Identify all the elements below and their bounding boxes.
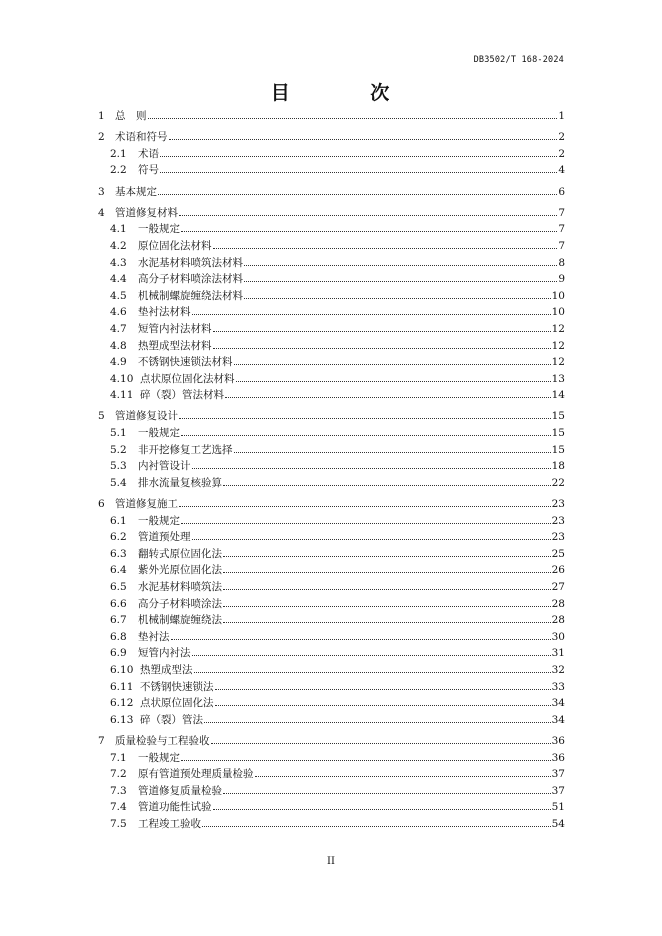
toc-entry-page: 7 [558,239,565,252]
toc-entry-number: 5.4 [110,476,127,489]
toc-leader-dots [211,743,551,744]
toc-leader-dots [213,248,558,249]
toc-entry-page: 34 [551,697,565,710]
toc-entry-number: 4.9 [110,356,127,369]
toc-entry-title: 术语 [138,147,159,160]
toc-entry-page: 23 [551,498,565,511]
toc-section-entry[interactable] [98,255,565,272]
toc-entry-title: 高分子材料喷涂法 [138,597,222,610]
toc-entry-number: 4.5 [110,289,127,302]
toc-section-entry[interactable] [98,371,565,388]
toc-entry-title: 一般规定 [138,751,180,764]
toc-section-entry[interactable] [98,766,565,783]
toc-entry-title: 高分子材料喷涂法材料 [138,273,243,286]
toc-leader-dots [223,606,551,607]
toc-entry-page: 36 [551,734,565,747]
toc-entry-page: 28 [551,614,565,627]
toc-section-entry[interactable] [98,458,565,475]
toc-leader-dots [179,506,551,507]
toc-entry-title: 碎（裂）管法 [140,713,203,726]
toc-leader-dots [169,139,558,140]
toc-entry-page: 12 [551,356,565,369]
toc-leader-dots [181,435,551,436]
toc-entry-title: 质量检验与工程验收 [115,734,210,747]
toc-entry-title: 一般规定 [138,223,180,236]
toc-section-entry[interactable] [98,238,565,255]
toc-entry-number: 4.1 [110,223,127,236]
toc-entry-number: 7 [98,734,105,747]
toc-entry-title: 原有管道预处理质量检验 [138,768,254,781]
toc-leader-dots [192,655,551,656]
toc-leader-dots [223,572,551,573]
toc-section-entry[interactable] [98,529,565,546]
toc-leader-dots [181,231,557,232]
toc-entry-number: 6.4 [110,564,127,577]
toc-entry-title: 点状原位固化法 [140,697,214,710]
toc-leader-dots [202,826,551,827]
toc-leader-dots [244,298,551,299]
toc-entry-title: 短管内衬法 [138,647,191,660]
toc-leader-dots [215,689,551,690]
toc-leader-dots [223,485,551,486]
toc-section-entry[interactable] [98,475,565,492]
toc-section-entry[interactable] [98,162,565,179]
toc-entry-title: 碎（裂）管法材料 [140,389,224,402]
toc-entry-number: 4.3 [110,256,127,269]
toc-entry-page: 7 [558,223,565,236]
toc-leader-dots [234,364,551,365]
toc-entry-number: 1 [98,110,105,122]
toc-entry-number: 7.3 [110,784,127,797]
toc-chapter-entry[interactable] [98,733,565,750]
toc-entry-page: 37 [551,768,565,781]
toc-leader-dots [192,468,551,469]
toc-section-entry[interactable] [98,750,565,767]
toc-entry-number: 4.11 [110,389,134,402]
toc-entry-page: 2 [558,131,565,144]
toc-section-entry[interactable] [98,304,565,321]
toc-entry-page: 18 [551,460,565,473]
toc-entry-title: 排水流量复核验算 [138,476,222,489]
toc-entry-title: 术语和符号 [115,131,168,144]
toc-entry-title: 原位固化法材料 [138,239,212,252]
toc-entry-page: 26 [551,564,565,577]
toc-chapter-entry[interactable] [98,129,565,146]
toc-section-entry[interactable] [98,321,565,338]
toc-entry-title: 不锈钢快速锁法 [140,680,214,693]
toc-section-entry[interactable] [98,679,565,696]
toc-entry-number: 6.13 [110,713,134,726]
toc-leader-dots [204,722,551,723]
toc-entry-title: 短管内衬法材料 [138,322,212,335]
toc-leader-dots [244,265,557,266]
toc-entry-page: 9 [558,273,565,286]
toc-leader-dots [179,215,557,216]
toc-leader-dots [244,281,557,282]
toc-entry-page: 54 [551,817,565,830]
toc-section-entry[interactable] [98,513,565,530]
toc-section-entry[interactable] [98,783,565,800]
toc-entry-number: 3 [98,185,105,198]
toc-entry-number: 6.10 [110,663,134,676]
toc-chapter-entry[interactable] [98,408,565,425]
toc-entry-page: 37 [551,784,565,797]
toc-entry-page: 14 [551,389,565,402]
toc-entry-title: 管道修复设计 [115,410,178,423]
toc-entry-number: 2.1 [110,147,127,160]
toc-leader-dots [223,793,551,794]
toc-entry-number: 6.1 [110,514,127,527]
toc-entry-number: 7.4 [110,801,127,814]
toc-leader-dots [234,452,551,453]
toc-section-entry[interactable] [98,546,565,563]
toc-entry-page: 32 [551,663,565,676]
toc-leader-dots [192,314,551,315]
toc-entry-title: 水泥基材料喷筑法材料 [138,256,243,269]
toc-leader-dots [215,705,551,706]
toc-entry-number: 4.10 [110,372,134,385]
toc-entry-number: 6.12 [110,697,134,710]
toc-entry-page: 15 [551,427,565,440]
toc-leader-dots [171,639,551,640]
toc-entry-number: 4.4 [110,273,127,286]
toc-entry-number: 7.2 [110,768,127,781]
toc-section-entry[interactable] [98,596,565,613]
toc-leader-dots [255,776,551,777]
toc-entry-number: 6.5 [110,581,127,593]
toc-entry-number: 6.6 [110,597,127,610]
toc-entry-page: 27 [551,581,565,593]
toc-entry-page: 4 [558,164,565,177]
toc-section-entry[interactable] [98,288,565,305]
toc-entry-title: 水泥基材料喷筑法 [138,581,222,593]
toc-entry-title: 基本规定 [115,185,157,198]
toc-entry-page: 23 [551,514,565,527]
toc-entry-title: 一般规定 [138,514,180,527]
toc-entry-number: 4.2 [110,239,127,252]
toc-section-entry[interactable] [98,612,565,629]
toc-entry-title: 翻转式原位固化法 [138,547,222,560]
toc-entry-page: 8 [558,256,565,269]
toc-chapter-entry[interactable] [98,184,565,201]
toc-section-entry[interactable] [98,354,565,371]
toc-entry-number: 6.11 [110,680,134,693]
toc-section-entry[interactable] [98,562,565,579]
toc-section-entry[interactable] [98,271,565,288]
toc-leader-dots [179,418,551,419]
toc-entry-number: 4 [98,206,105,219]
document-code: DB3502/T 168-2024 [473,55,564,65]
toc-entry-page: 30 [551,630,565,643]
toc-entry-page: 13 [551,372,565,385]
toc-leader-dots [223,556,551,557]
toc-entry-page: 12 [551,339,565,352]
toc-entry-title: 一般规定 [138,427,180,440]
toc-entry-page: 15 [551,443,565,456]
toc-section-entry[interactable] [98,799,565,816]
toc-entry-title: 热塑成型法材料 [138,339,212,352]
toc-entry-title: 总 则 [115,110,147,122]
toc-entry-page: 6 [558,185,565,198]
toc-entry-title: 紫外光原位固化法 [138,564,222,577]
toc-entry-page: 23 [551,531,565,544]
toc-entry-number: 7.5 [110,817,127,830]
toc-entry-title: 热塑成型法 [140,663,193,676]
toc-section-entry[interactable] [98,338,565,355]
toc-entry-title: 机械制螺旋缠绕法材料 [138,289,243,302]
toc-entry-page: 36 [551,751,565,764]
toc-entry-page: 10 [551,289,565,302]
toc-entry-title: 垫衬法材料 [138,306,191,319]
toc-leader-dots [158,194,557,195]
toc-entry-number: 2 [98,131,105,144]
toc-leader-dots [225,397,551,398]
toc-entry-page: 22 [551,476,565,489]
toc-entry-page: 33 [551,680,565,693]
toc-leader-dots [148,118,558,119]
toc-section-entry[interactable] [98,629,565,646]
toc-section-entry[interactable] [98,387,565,404]
toc-leader-dots [181,760,551,761]
toc-entry-page: 51 [551,801,565,814]
toc-leader-dots [194,672,551,673]
toc-entry-number: 6 [98,498,105,511]
toc-entry-title: 垫衬法 [138,630,170,643]
toc-entry-title: 管道功能性试验 [138,801,212,814]
toc-entry-number: 7.1 [110,751,127,764]
toc-leader-dots [213,348,551,349]
toc-entry-title: 工程竣工验收 [138,817,201,830]
toc-section-entry[interactable] [98,579,565,596]
toc-entry-page: 25 [551,547,565,560]
toc-entry-number: 6.9 [110,647,127,660]
toc-entry-number: 5.3 [110,460,127,473]
toc-section-entry[interactable] [98,425,565,442]
toc-entry-number: 2.2 [110,164,127,177]
toc-chapter-entry[interactable] [98,205,565,222]
toc-entry-title: 管道修复材料 [115,206,178,219]
toc-leader-dots [160,172,557,173]
toc-entry-page: 2 [558,147,565,160]
toc-entry-title: 符号 [138,164,159,177]
toc-entry-page: 12 [551,322,565,335]
toc-leader-dots [192,539,551,540]
toc-entry-page: 1 [558,110,565,122]
toc-entry-number: 6.2 [110,531,127,544]
toc-chapter-entry[interactable] [98,108,565,125]
toc-entry-page: 31 [551,647,565,660]
toc-entry-title: 管道预处理 [138,531,191,544]
toc-section-entry[interactable] [98,816,565,833]
toc-leader-dots [213,809,551,810]
toc-entry-number: 5.1 [110,427,127,440]
toc-entry-title: 管道修复施工 [115,498,178,511]
toc-section-entry[interactable] [98,645,565,662]
toc-leader-dots [213,331,551,332]
toc-section-entry[interactable] [98,662,565,679]
toc-entry-title: 点状原位固化法材料 [140,372,235,385]
toc-entry-page: 15 [551,410,565,423]
toc-entry-page: 34 [551,713,565,726]
toc-leader-dots [223,589,551,590]
toc-leader-dots [236,381,551,382]
toc-entry-title: 非开挖修复工艺选择 [138,443,233,456]
toc-entry-number: 6.3 [110,547,127,560]
toc-entry-number: 5 [98,410,105,423]
toc-section-entry[interactable] [98,146,565,163]
toc-entry-page: 7 [558,206,565,219]
toc-entry-number: 6.7 [110,614,127,627]
toc-entry-page: 28 [551,597,565,610]
toc-entry-number: 6.8 [110,630,127,643]
toc-entry-title: 不锈钢快速锁法材料 [138,356,233,369]
toc-chapter-entry[interactable] [98,496,565,513]
toc-entry-number: 4.6 [110,306,127,319]
toc-entry-number: 5.2 [110,443,127,456]
toc-leader-dots [181,523,551,524]
toc-entry-title: 机械制螺旋缠绕法 [138,614,222,627]
toc-entry-title: 内衬管设计 [138,460,191,473]
toc-entry-number: 4.8 [110,339,127,352]
toc-section-entry[interactable] [98,442,565,459]
toc-leader-dots [223,622,551,623]
table-of-contents [98,108,565,833]
toc-entry-page: 10 [551,306,565,319]
toc-entry-number: 4.7 [110,322,127,335]
toc-entry-title: 管道修复质量检验 [138,784,222,797]
toc-leader-dots [160,156,557,157]
toc-section-entry[interactable] [98,695,565,712]
toc-section-entry[interactable] [98,712,565,729]
page-title: 目 次 [270,82,392,104]
toc-section-entry[interactable] [98,221,565,238]
page-number: II [327,856,335,867]
